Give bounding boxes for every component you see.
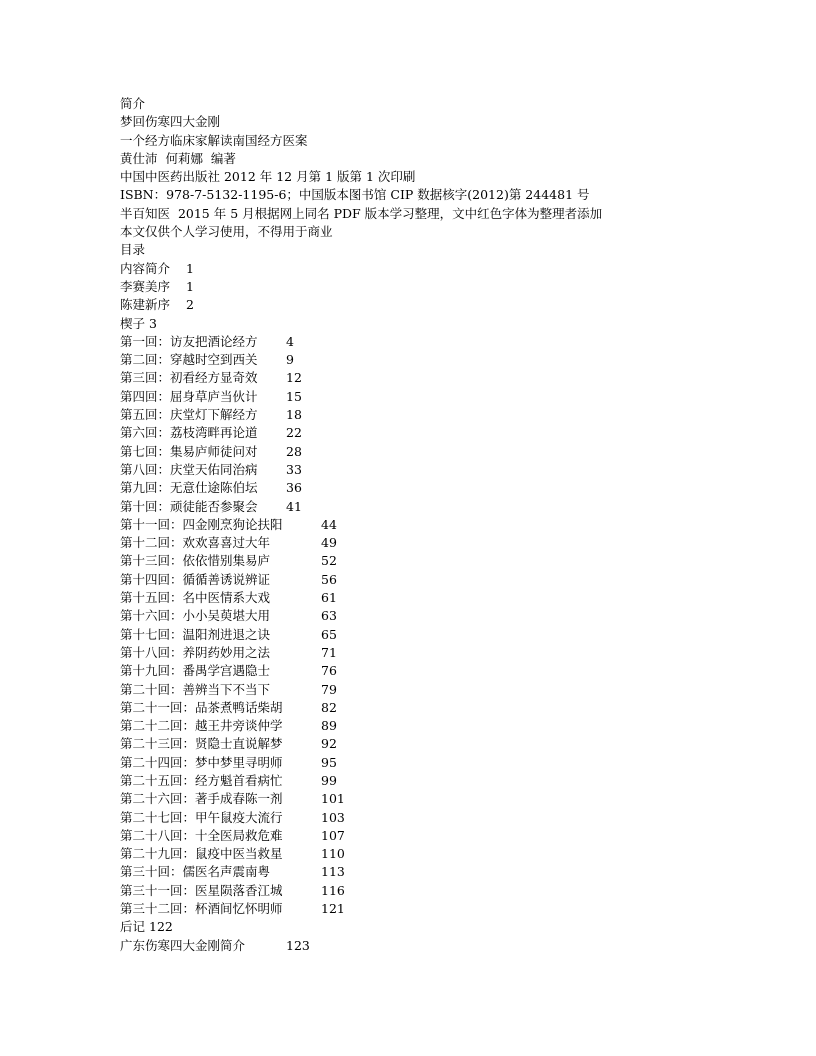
- toc-chapter-title: 第三十回：儒医名声震南粤: [120, 864, 271, 880]
- toc-chapter-title: 第一回：访友把酒论经方: [120, 333, 258, 349]
- toc-chapter-page: 82: [321, 699, 337, 715]
- toc-entry: [120, 278, 780, 296]
- toc-chapter-page: 65: [321, 626, 337, 642]
- book-subtitle: 一个经方临床家解读南国经方医案: [120, 132, 308, 148]
- toc-chapter-page: 22: [286, 425, 302, 441]
- book-title: 梦回伤寒四大金刚: [120, 114, 221, 130]
- toc-chapter-page: 110: [321, 846, 345, 862]
- toc-chapter-title: 第二十三回：贤隐士直说解梦: [120, 736, 283, 752]
- toc-chapter-entry: [120, 735, 780, 753]
- toc-chapter-title: 第十回：顽徒能否参聚会: [120, 498, 258, 514]
- toc-chapter-title: 第十八回：养阴药妙用之法: [120, 644, 271, 660]
- toc-chapter-page: 113: [321, 864, 345, 880]
- toc-chapter-title: 第十四回：循循善诱说辨证: [120, 571, 271, 587]
- toc-chapter-title: 第十九回：番禺学宫遇隐士: [120, 663, 271, 679]
- toc-chapter-entry: [120, 717, 780, 735]
- toc-chapter-page: 61: [321, 590, 337, 606]
- toc-chapter-page: 56: [321, 571, 337, 587]
- toc-chapter-title: 第十三回：依依惜别集易庐: [120, 553, 271, 569]
- toc-heading: 目录: [120, 242, 146, 258]
- toc-chapter-title: 第十七回：温阳剂进退之诀: [120, 626, 271, 642]
- toc-chapter-entry: [120, 863, 780, 881]
- isbn-line: ISBN：978-7-5132-1195-6；中国版本图书馆 CIP 数据核字(2012)第 244481 号: [120, 187, 590, 203]
- toc-epilogue-page: 122: [149, 919, 173, 935]
- toc-chapter-title: 第三十一回：医星陨落香江城: [120, 882, 283, 898]
- toc-chapter-entry: [120, 607, 780, 625]
- toc-epilogue: [120, 918, 780, 936]
- publisher-line: 中国中医药出版社 2012 年 12 月第 1 版第 1 次印刷: [120, 169, 416, 185]
- toc-chapter-title: 第二十五回：经方魁首看病忙: [120, 772, 283, 788]
- toc-chapter-title: 第二十一回：品茶煮鸭话柴胡: [120, 699, 283, 715]
- toc-chapter-title: 第十二回：欢欢喜喜过大年: [120, 535, 271, 551]
- toc-entry-page: 1: [186, 260, 194, 276]
- toc-chapter-entry: [120, 809, 780, 827]
- toc-chapter-entry: [120, 681, 780, 699]
- toc-chapter-page: 18: [286, 407, 302, 423]
- toc-chapter-entry: [120, 827, 780, 845]
- toc-chapter-entry: [120, 589, 780, 607]
- toc-entry: [120, 260, 780, 278]
- toc-chapter-list: [120, 333, 780, 919]
- toc-chapter-entry: [120, 498, 780, 516]
- toc-chapter-page: 121: [321, 901, 345, 917]
- toc-chapter-page: 79: [321, 681, 337, 697]
- intro-heading: 简介: [120, 96, 146, 111]
- book-authors: 黄仕沛 何莉娜 编著: [120, 150, 236, 166]
- toc-chapter-title: 第二十六回：著手成春陈一剂: [120, 791, 283, 807]
- toc-chapter-title: 第六回：荔枝湾畔再论道: [120, 425, 258, 441]
- toc-chapter-entry: [120, 333, 780, 351]
- toc-entry-page: 2: [186, 297, 194, 313]
- toc-chapter-page: 103: [321, 809, 345, 825]
- toc-entry-title: 陈建新序: [120, 297, 171, 313]
- toc-chapter-entry: [120, 388, 780, 406]
- toc-chapter-title: 第二十回：善辨当下不当下: [120, 681, 271, 697]
- toc-chapter-entry: [120, 882, 780, 900]
- toc-appendix: [120, 937, 780, 955]
- toc-chapter-page: 28: [286, 443, 302, 459]
- toc-chapter-entry: [120, 552, 780, 570]
- toc-chapter-title: 第三十二回：杯酒间忆怀明师: [120, 901, 283, 917]
- toc-chapter-entry: [120, 351, 780, 369]
- toc-chapter-page: 9: [286, 352, 294, 368]
- toc-chapter-entry: [120, 754, 780, 772]
- toc-chapter-page: 36: [286, 480, 302, 496]
- toc-epilogue-title: 后记: [120, 919, 146, 935]
- toc-chapter-entry: [120, 534, 780, 552]
- toc-chapter-title: 第二十四回：梦中梦里寻明师: [120, 754, 283, 770]
- toc-chapter-title: 第九回：无意仕途陈伯坛: [120, 480, 258, 496]
- toc-chapter-page: 52: [321, 553, 337, 569]
- toc-prologue: [120, 315, 780, 333]
- toc-chapter-page: 92: [321, 736, 337, 752]
- toc-chapter-entry: [120, 845, 780, 863]
- toc-chapter-entry: [120, 699, 780, 717]
- toc-chapter-entry: [120, 516, 780, 534]
- toc-chapter-entry: [120, 406, 780, 424]
- toc-chapter-title: 第二十二回：越王井旁谈仲学: [120, 718, 283, 734]
- toc-chapter-page: 99: [321, 772, 337, 788]
- toc-chapter-title: 第八回：庆堂天佑同治病: [120, 461, 258, 477]
- toc-chapter-entry: [120, 479, 780, 497]
- toc-chapter-page: 116: [321, 882, 345, 898]
- toc-chapter-title: 第十一回：四金刚烹狗论扶阳: [120, 516, 283, 532]
- toc-chapter-entry: [120, 900, 780, 918]
- toc-chapter-page: 15: [286, 388, 302, 404]
- toc-entry: [120, 296, 780, 314]
- toc-chapter-page: 95: [321, 754, 337, 770]
- toc-chapter-page: 107: [321, 827, 345, 843]
- toc-chapter-title: 第十五回：名中医情系大戏: [120, 590, 271, 606]
- toc-chapter-title: 第五回：庆堂灯下解经方: [120, 407, 258, 423]
- toc-chapter-title: 第二十七回：甲午鼠疫大流行: [120, 809, 283, 825]
- toc-entry-page: 1: [186, 278, 194, 294]
- editor-note: 半百知医 2015 年 5 月根据网上同名 PDF 版本学习整理，文中红色字体为整理者添加: [120, 205, 603, 221]
- toc-entry-title: 内容简介: [120, 260, 171, 276]
- toc-chapter-entry: [120, 571, 780, 589]
- toc-chapter-entry: [120, 443, 780, 461]
- toc-entry-title: 李赛美序: [120, 278, 171, 294]
- toc-chapter-entry: [120, 772, 780, 790]
- toc-chapter-page: 4: [286, 333, 294, 349]
- toc-chapter-page: 12: [286, 370, 302, 386]
- toc-chapter-page: 49: [321, 535, 337, 551]
- usage-note: 本文仅供个人学习使用，不得用于商业: [120, 224, 333, 240]
- toc-prologue-page: 3: [149, 315, 157, 331]
- toc-prologue-title: 楔子: [120, 315, 146, 331]
- toc-chapter-entry: [120, 790, 780, 808]
- toc-chapter-entry: [120, 424, 780, 442]
- toc-chapter-title: 第二十九回：鼠疫中医当救星: [120, 846, 283, 862]
- toc-chapter-title: 第二十八回：十全医局救危难: [120, 827, 283, 843]
- toc-chapter-page: 76: [321, 663, 337, 679]
- toc-chapter-page: 71: [321, 644, 337, 660]
- toc-appendix-page: 123: [286, 937, 310, 953]
- toc-chapter-page: 101: [321, 791, 345, 807]
- toc-chapter-title: 第三回：初看经方显奇效: [120, 370, 258, 386]
- toc-chapter-page: 44: [321, 516, 337, 532]
- toc-chapter-page: 33: [286, 461, 302, 477]
- toc-chapter-entry: [120, 626, 780, 644]
- toc-chapter-entry: [120, 662, 780, 680]
- toc-chapter-title: 第四回：屈身草庐当伙计: [120, 388, 258, 404]
- toc-chapter-title: 第十六回：小小吴萸堪大用: [120, 608, 271, 624]
- toc-chapter-page: 41: [286, 498, 302, 514]
- toc-chapter-title: 第二回：穿越时空到西关: [120, 352, 258, 368]
- toc-appendix-title: 广东伤寒四大金刚简介: [120, 937, 246, 953]
- toc-chapter-entry: [120, 369, 780, 387]
- toc-chapter-entry: [120, 461, 780, 479]
- toc-front-matter: [120, 260, 780, 315]
- toc-chapter-title: 第七回：集易庐师徒问对: [120, 443, 258, 459]
- document-page: [120, 95, 780, 955]
- toc-chapter-page: 89: [321, 718, 337, 734]
- toc-chapter-entry: [120, 644, 780, 662]
- toc-chapter-page: 63: [321, 608, 337, 624]
